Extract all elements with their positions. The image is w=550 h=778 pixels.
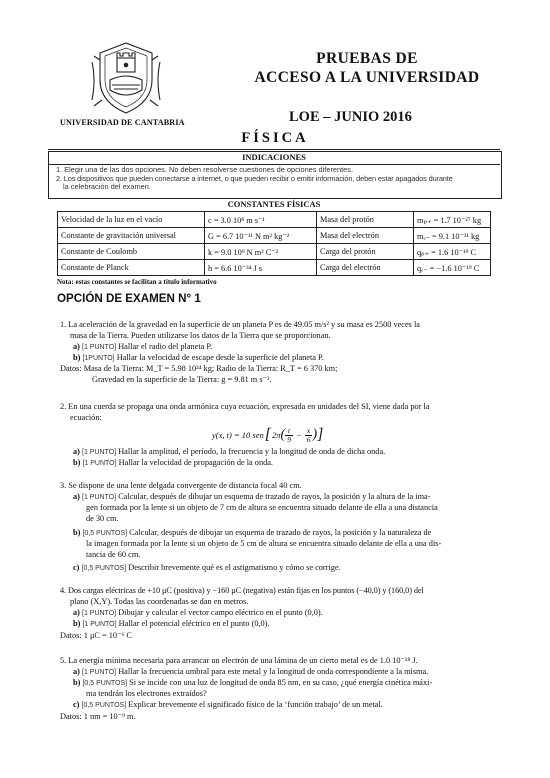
question-3a: a) [1 PUNTO] Calcular, después de dibujar un esquema de trazado de rayos, la posición y la altura de la ima- — [73, 492, 431, 501]
table-cell: qₚ₊ = 1.6 10⁻¹⁹ C — [414, 244, 491, 260]
option-heading: OPCIÓN DE EXAMEN N° 1 — [57, 292, 201, 305]
question-4a: a) [1 PUNTO] Dibujar y calcular el vector campo eléctrico en el punto (0,0). — [73, 608, 323, 617]
question-5b-cont: ma tendrán los electrones extraídos? — [86, 689, 207, 698]
table-cell: Velocidad de la luz en el vacío — [58, 212, 205, 228]
question-2a: a) [1 PUNTO] Hallar la amplitud, el período, la frecuencia y la longitud de onda de dicha onda. — [73, 447, 386, 456]
question-3b-cont: tancia de 60 cm. — [86, 550, 141, 559]
question-4-text: plano (X,Y). Todas las coordenadas se dan en metros. — [70, 597, 249, 606]
question-3a-cont: de 30 cm. — [86, 514, 119, 523]
constants-heading: CONSTANTES FÍSICAS — [227, 199, 321, 209]
exam-title-line1: PRUEBAS DE — [316, 50, 418, 67]
question-text: Dibujar y calcular el vector campo eléctrico en el punto (0,0). — [118, 608, 323, 617]
question-text: Hallar la amplitud, el período, la frecuencia y la longitud de onda de dicha onda. — [118, 447, 386, 456]
exam-title-line2: ACCESO A LA UNIVERSIDAD — [254, 69, 480, 86]
question-3b: b) [0,5 PUNTOS] Calcular, después de dibujar un esquema de trazado de rayos, la posición y la naturaleza de — [73, 528, 432, 537]
question-text: Hallar el radio del planeta P. — [118, 342, 213, 351]
table-cell: Constante de Planck — [58, 260, 205, 276]
table-cell: Carga del protón — [317, 244, 414, 260]
question-3c: c) [0,5 PUNTOS] Describir brevemente qué es el astigmatismo y cómo se corrige. — [73, 563, 341, 572]
points-label: [0,5 PUNTOS] — [82, 680, 128, 687]
points-label: [1 PUNTO] — [82, 344, 117, 351]
table-cell: mₚ₊ = 1.7 10⁻²⁷ kg — [414, 212, 491, 228]
university-seal-logo — [90, 40, 162, 116]
question-text: Explicar brevemente el significado físico de la ‘función trabajo’ de un metal. — [128, 700, 383, 709]
instruction-item: 1. Elegir una de las dos opciones. No deben resolverse cuestiones de opciones diferentes. — [56, 165, 354, 174]
question-text: Hallar el potencial eléctrico en el punto (0,0). — [118, 619, 270, 628]
fraction-denominator: 6 — [306, 434, 311, 444]
question-1a: a) [1 PUNTO] Hallar el radio del planeta P. — [73, 342, 213, 351]
question-5a: a) [1 PUNTO] Hallar la frecuencia umbral para este metal y la longitud de onda correspondiente a la misma. — [73, 667, 429, 676]
points-label: [1 PUNTO] — [82, 460, 117, 467]
question-1b: b) [1PUNTO] Hallar la velocidad de escape desde la superficie del planeta P. — [73, 353, 324, 362]
constants-table — [57, 211, 491, 276]
question-4-text: 4. Dos cargas eléctricas de +10 μC (positiva) y −160 μC (negativa) están fijas en los puntos (−40,0) y (160,0) del — [60, 586, 424, 595]
question-2-text: 2. En una cuerda se propaga una onda armónica cuya ecuación, expresada en unidades del SI, viene dada por la — [60, 402, 430, 411]
university-name: UNIVERSIDAD DE CANTABRIA — [60, 118, 185, 127]
question-3b-cont: la imagen formada por la lente si un objeto de 5 cm de altura se encuentra situado delante de ella a una dis- — [86, 539, 442, 548]
fraction-denominator: 9 — [287, 434, 291, 444]
wave-equation: y(x, t) = 10 sen [ 2π ( $\frac{t}{9}$ − $\frac{x}{6}$ ) ] — [212, 425, 324, 444]
points-label: [1 PUNTO] — [82, 669, 117, 676]
question-2b: b) [1 PUNTO] Hallar la velocidad de propagación de la onda. — [73, 458, 274, 467]
points-label: [1 PUNTO] — [82, 449, 117, 456]
points-label: [0,5 PUNTOS] — [82, 530, 128, 537]
question-1-text: masa de la Tierra. Pueden utilizarse los datos de la Tierra que se proporcionan. — [70, 331, 331, 340]
table-cell: c = 3.0 10⁸ m s⁻¹ — [205, 212, 317, 228]
question-1-text: 1. La aceleración de la gravedad en la superficie de un planeta P es de 49.05 m/s² y su masa es 2500 veces la — [60, 320, 420, 329]
question-1-data: Datos: Masa de la Tierra: M_T = 5.98 10²⁴ kg; Radio de la Tierra: R_T = 6 370 km; — [60, 364, 338, 373]
constants-note: Nota: estas constantes se facilitan a título informativo — [57, 278, 217, 286]
question-5-text: 5. La energía mínima necesaria para arrancar un electrón de una lámina de un cierto metal es de 1.0 10⁻¹⁸ J. — [60, 656, 418, 665]
question-2-text: ecuación: — [70, 413, 102, 422]
table-cell: Constante de Coulomb — [58, 244, 205, 260]
table-row — [58, 244, 491, 260]
table-cell: mₑ₋ = 9.1 10⁻³¹ kg — [414, 228, 491, 244]
question-5-data: Datos: 1 nm = 10⁻⁹ m. — [60, 712, 136, 721]
question-text: Calcular, después de dibujar un esquema de trazado de rayos, la posición y la altura de la ima- — [118, 492, 431, 501]
question-text: Hallar la velocidad de escape desde la superficie del planeta P. — [116, 353, 324, 362]
question-3-text: 3. Se dispone de una lente delgada convergente de distancia focal 40 cm. — [60, 481, 302, 490]
fraction-numerator: t — [288, 425, 291, 435]
divider — [48, 149, 500, 150]
equation-lhs: y(x, t) = 10 sen — [212, 430, 264, 440]
question-text: Calcular, después de dibujar un esquema de trazado de rayos, la posición y la naturaleza de — [129, 528, 432, 537]
points-label: [1 PUNTO] — [82, 494, 117, 501]
table-row — [58, 260, 491, 276]
question-text: Hallar la frecuencia umbral para este metal y la longitud de onda correspondiente a la misma. — [118, 667, 429, 676]
points-label: [0,5 PUNTOS] — [81, 565, 127, 572]
table-cell: k = 9.0 10⁹ N m² C⁻² — [205, 244, 317, 260]
table-cell: Carga del electrón — [317, 260, 414, 276]
points-label: [1 PUNTO] — [82, 621, 117, 628]
question-3a-cont: gen formada por la lente si un objeto de 7 cm de altura se encuentra situado delante de ella a una distancia — [86, 503, 438, 512]
question-text: Hallar la velocidad de propagación de la onda. — [118, 458, 274, 467]
question-4b: b) [1 PUNTO] Hallar el potencial eléctrico en el punto (0,0). — [73, 619, 270, 628]
question-4-data: Datos: 1 μC = 10⁻⁶ C — [60, 631, 132, 640]
points-label: [0,5 PUNTOS] — [81, 702, 127, 709]
instruction-item: 2. Los dispositivos que pueden conectarse a internet, o que pueden recibir o emitir información, deben estar apagados durante — [56, 174, 453, 183]
question-1-data: Gravedad en la superficie de la Tierra: g = 9.81 m s⁻². — [92, 375, 272, 384]
exam-session: LOE – JUNIO 2016 — [289, 109, 412, 125]
table-row — [58, 228, 491, 244]
points-label: [1PUNTO] — [82, 355, 115, 362]
subject-title: FÍSICA — [241, 130, 309, 146]
table-cell: G = 6.7 10⁻¹¹ N m² kg⁻² — [205, 228, 317, 244]
table-cell: qₑ₋ = −1.6 10⁻¹⁹ C — [414, 260, 491, 276]
table-cell: h = 6.6 10⁻³⁴ J s — [205, 260, 317, 276]
question-5b: b) [0,5 PUNTOS] Si se incide con una luz de longitud de onda 85 nm, en su caso, ¿qué energía cinética máxi- — [73, 678, 433, 687]
points-label: [1 PUNTO] — [82, 610, 117, 617]
table-cell: Masa del protón — [317, 212, 414, 228]
question-text: Describir brevemente qué es el astigmatismo y cómo se corrige. — [128, 563, 341, 572]
instructions-heading: INDICACIONES — [242, 152, 306, 162]
table-row — [58, 212, 491, 228]
table-cell: Masa del electrón — [317, 228, 414, 244]
question-text: Si se incide con una luz de longitud de onda 85 nm, en su caso, ¿qué energía cinética máxi- — [129, 678, 433, 687]
fraction-numerator: x — [306, 425, 311, 435]
instruction-item: la celebración del examen. — [63, 182, 151, 191]
table-cell: Constante de gravitación universal — [58, 228, 205, 244]
question-5c: c) [0,5 PUNTOS] Explicar brevemente el significado físico de la ‘función trabajo’ de un metal. — [73, 700, 383, 709]
